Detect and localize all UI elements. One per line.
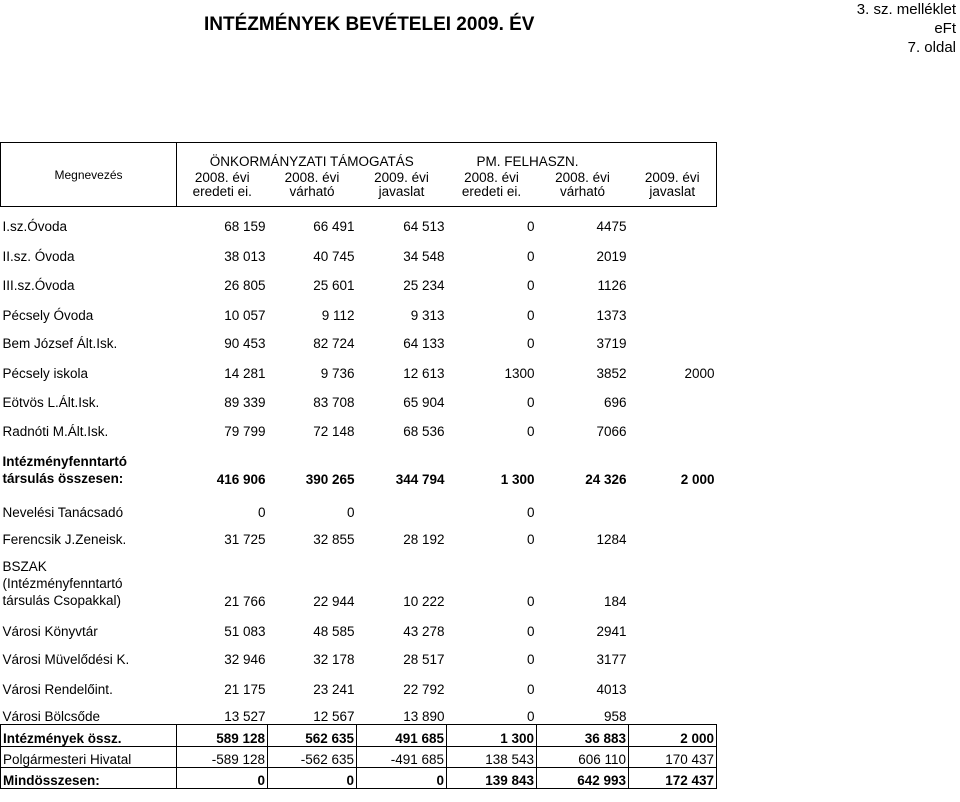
cell-value: 7066	[596, 423, 627, 439]
table-row	[1, 234, 717, 264]
header-sub-2: 2008. évi várható	[268, 171, 357, 207]
cell-value	[629, 381, 717, 410]
header-group-pm: PM. FELHASZN.	[447, 143, 717, 171]
cell-value: 696	[604, 394, 627, 410]
cell-value: 184	[604, 593, 627, 609]
cell-value: 28 192	[403, 531, 445, 547]
cell-value: 13 527	[224, 709, 266, 724]
cell-value: 89 339	[224, 394, 266, 410]
cell-value: 0	[346, 504, 355, 520]
document-reference	[857, 0, 956, 57]
cell-value: 0	[527, 423, 535, 439]
row-name: III.sz.Óvoda	[2, 277, 75, 293]
cell-value: 9 313	[410, 307, 445, 323]
cell-value: 26 805	[224, 277, 266, 293]
total-name: Intézmények össz.	[1, 725, 177, 747]
cell-value: 79 799	[224, 423, 266, 439]
cell-value: 43 278	[403, 623, 445, 639]
cell-value: 2 000	[680, 471, 715, 487]
cell-value: 83 708	[313, 394, 355, 410]
cell-value: 32 178	[313, 651, 355, 667]
cell-value: 344 794	[395, 471, 445, 487]
attachment-number: 3. sz. melléklet	[856, 1, 956, 18]
header-sub-6: 2009. évi javaslat	[629, 171, 717, 207]
row-name	[1, 547, 177, 609]
total-value: -589 128	[177, 747, 268, 768]
cell-value: 32 946	[224, 651, 266, 667]
cell-value	[629, 293, 717, 323]
cell-value	[629, 234, 717, 264]
row-name: Radnóti M.Ált.Isk.	[2, 423, 109, 439]
cell-value: 25 601	[313, 277, 355, 293]
cell-value	[629, 410, 717, 439]
table-row	[1, 410, 717, 439]
cell-value: 9 112	[321, 307, 355, 323]
table-row	[1, 487, 717, 520]
cell-value: 0	[527, 218, 535, 234]
cell-value: 68 536	[403, 423, 445, 439]
header-sub-1: 2008. évi eredeti ei.	[177, 171, 268, 207]
cell-value: 24 326	[585, 471, 627, 487]
cell-value	[629, 697, 717, 725]
cell-value: 1284	[596, 531, 627, 547]
cell-value: 0	[527, 623, 535, 639]
cell-value: 416 906	[216, 471, 266, 487]
cell-value: 0	[527, 307, 535, 323]
cell-value: 2019	[596, 248, 627, 264]
cell-value: 2000	[684, 365, 715, 381]
page-title: INTÉZMÉNYEK BEVÉTELEI 2009. ÉV	[204, 14, 535, 35]
total-value: 1 300	[447, 725, 537, 747]
table-row	[1, 639, 717, 667]
cell-value: 12 613	[403, 365, 445, 381]
cell-value: 4013	[596, 681, 627, 697]
cell-value: 1 300	[500, 471, 535, 487]
cell-value: 0	[527, 531, 535, 547]
cell-value: 38 013	[224, 248, 266, 264]
table-row	[1, 697, 717, 725]
cell-value: 1126	[597, 277, 627, 293]
cell-value: 0	[527, 593, 535, 609]
cell-value: 3852	[596, 365, 627, 381]
cell-value: 13 890	[403, 709, 445, 724]
cell-value: 65 904	[403, 394, 445, 410]
total-value: 36 883	[537, 725, 629, 747]
cell-value: 9 736	[320, 365, 355, 381]
row-name: Városi Müvelődési K.	[2, 651, 130, 667]
total-value: 139 843	[447, 768, 537, 789]
total-value: 562 635	[268, 725, 357, 747]
table-row	[1, 381, 717, 410]
cell-value: 40 745	[313, 248, 355, 264]
cell-value	[357, 487, 447, 520]
cell-value: 28 517	[403, 651, 445, 667]
cell-value	[629, 609, 717, 639]
cell-value: 23 241	[313, 681, 355, 697]
row-name-line: társulás Csopakkal)	[2, 592, 122, 608]
cell-value	[629, 207, 717, 234]
cell-value: 0	[527, 277, 535, 293]
cell-value: 12 567	[313, 709, 355, 724]
cell-value: 82 724	[313, 335, 355, 351]
total-value: 642 993	[537, 768, 629, 789]
table-row	[1, 264, 717, 293]
total-name: Polgármesteri Hivatal	[1, 747, 177, 768]
total-value: 589 128	[177, 725, 268, 747]
cell-value: 2941	[596, 623, 627, 639]
cell-value	[629, 520, 717, 547]
cell-value	[629, 487, 717, 520]
row-name-line: BSZAK	[2, 558, 47, 574]
total-name: Mindösszesen:	[1, 768, 177, 789]
cell-value	[629, 323, 717, 351]
total-value: 0	[357, 768, 447, 789]
row-name-line: (Intézményfenntartó	[2, 575, 123, 591]
cell-value	[629, 667, 717, 697]
total-value: 172 437	[629, 768, 717, 789]
table-row	[1, 609, 717, 639]
header-sub-3: 2009. évi javaslat	[357, 171, 447, 207]
cell-value: 21 766	[224, 593, 266, 609]
row-name: Nevelési Tanácsadó	[2, 504, 124, 520]
header-group-onkormanyzati: ÖNKORMÁNYZATI TÁMOGATÁS	[177, 143, 447, 171]
table-row	[1, 323, 717, 351]
cell-value: 64 513	[403, 218, 445, 234]
row-name: Ferencsik J.Zeneisk.	[2, 531, 127, 547]
cell-value: 0	[527, 504, 535, 520]
table-row	[1, 520, 717, 547]
cell-value: 390 265	[305, 471, 355, 487]
cell-value: 51 083	[224, 623, 266, 639]
cell-value: 0	[527, 394, 535, 410]
table-row	[1, 667, 717, 697]
row-name: Városi Könyvtár	[2, 623, 98, 639]
cell-value: 66 491	[313, 218, 355, 234]
row-name-line: Intézményfenntartó	[2, 453, 128, 469]
cell-value: 0	[527, 335, 535, 351]
row-name: Városi Rendelőint.	[2, 681, 113, 697]
cell-value: 31 725	[224, 531, 266, 547]
cell-value: 0	[527, 248, 535, 264]
table-row	[1, 293, 717, 323]
cell-value: 14 281	[224, 365, 266, 381]
cell-value: 48 585	[313, 623, 355, 639]
row-name: Városi Bölcsőde	[2, 709, 101, 724]
cell-value: 22 792	[403, 681, 445, 697]
cell-value: 0	[527, 709, 535, 724]
cell-value	[629, 639, 717, 667]
table-row	[1, 351, 717, 381]
cell-value: 0	[527, 651, 535, 667]
total-row	[1, 768, 717, 789]
cell-value: 3177	[596, 651, 627, 667]
cell-value: 25 234	[403, 277, 445, 293]
header-sub-4: 2008. évi eredeti ei.	[447, 171, 537, 207]
header-sub-5: 2008. évi várható	[537, 171, 629, 207]
cell-value: 1373	[596, 307, 627, 323]
total-value: 0	[177, 768, 268, 789]
cell-value: 34 548	[403, 248, 445, 264]
revenue-table	[0, 142, 717, 789]
total-value: 606 110	[537, 747, 629, 768]
row-name: Pécsely Óvoda	[2, 307, 94, 323]
cell-value: 958	[604, 709, 627, 724]
cell-value: 10 057	[224, 307, 266, 323]
table-row	[1, 207, 717, 234]
cell-value: 64 133	[403, 335, 445, 351]
row-name-line: társulás összesen:	[2, 470, 124, 486]
cell-value: 22 944	[313, 593, 355, 609]
cell-value: 1300	[504, 365, 535, 381]
total-value: -562 635	[268, 747, 357, 768]
total-row	[1, 725, 717, 747]
table-row	[1, 547, 717, 609]
row-name: Pécsely iskola	[2, 365, 89, 381]
cell-value: 0	[527, 681, 535, 697]
cell-value: 3719	[596, 335, 627, 351]
cell-value: 4475	[596, 218, 627, 234]
cell-value	[629, 264, 717, 293]
cell-value: 10 222	[403, 593, 445, 609]
total-value: 138 543	[447, 747, 537, 768]
cell-value	[629, 547, 717, 609]
cell-value	[537, 487, 629, 520]
row-name	[1, 439, 177, 487]
header-name-col: Megnevezés	[1, 143, 177, 207]
total-value: 0	[268, 768, 357, 789]
currency-unit: eFt	[934, 20, 956, 37]
cell-value: 32 855	[313, 531, 355, 547]
row-name: I.sz.Óvoda	[2, 218, 68, 234]
total-value: 170 437	[629, 747, 717, 768]
page-number: 7. oldal	[907, 39, 956, 56]
total-value: 2 000	[629, 725, 717, 747]
cell-value: 21 175	[224, 681, 266, 697]
cell-value: 68 159	[224, 218, 266, 234]
cell-value: 90 453	[224, 335, 266, 351]
row-name: II.sz. Óvoda	[2, 248, 75, 264]
total-value: 491 685	[357, 725, 447, 747]
row-name: Bem József Ált.Isk.	[2, 335, 118, 351]
table-row	[1, 439, 717, 487]
total-row	[1, 747, 717, 768]
cell-value: 0	[257, 504, 266, 520]
total-value: -491 685	[357, 747, 447, 768]
cell-value: 72 148	[313, 423, 355, 439]
row-name: Eötvös L.Ált.Isk.	[2, 394, 100, 410]
